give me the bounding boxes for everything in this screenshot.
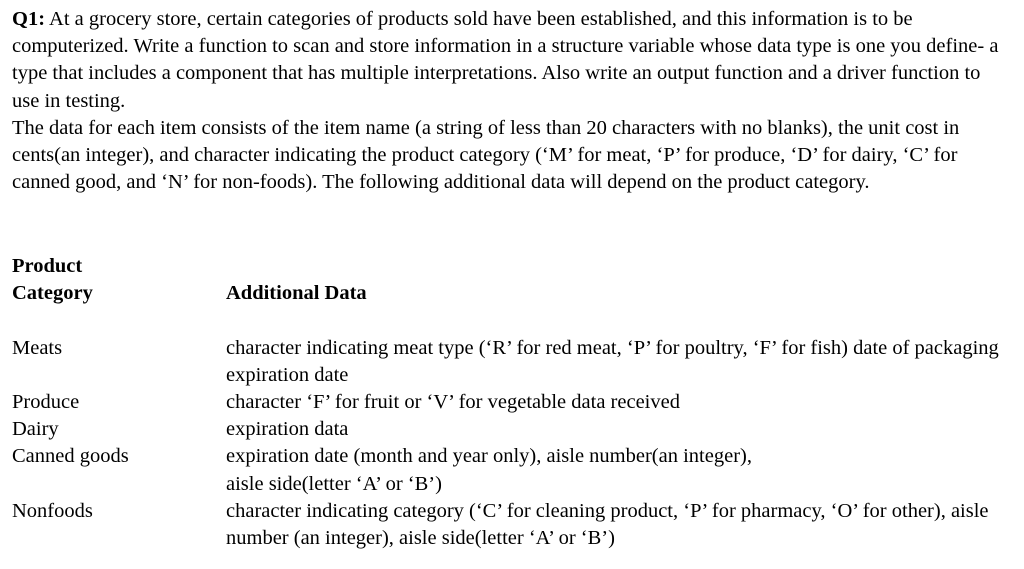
question-paragraph xyxy=(12,6,1012,115)
table-spacer xyxy=(12,307,1012,334)
additional-data-cell: character indicating category (‘C’ for cleaning product, ‘P’ for pharmacy, ‘O’ for other), aisle number (an integer), aisle side(letter ‘A’ or ‘B’) xyxy=(226,499,989,549)
header-category-line2: Category xyxy=(12,282,93,305)
additional-data-cell xyxy=(226,443,1012,497)
table-row-dairy xyxy=(12,416,1012,443)
additional-data-cell: expiration data xyxy=(226,418,349,441)
header-product-category xyxy=(12,253,212,307)
question-text: At a grocery store, certain categories of products sold have been established, and this information is to be computerized. Write a function to scan and store information in a structure variable whose data type is one you define- a type that includes a component that has multiple interpretations. Also write an output function and a driver function to use in testing. xyxy=(12,8,999,112)
header-category-line1: Product xyxy=(12,255,83,277)
category-cell: Produce xyxy=(12,390,80,413)
additional-data-cell: character indicating meat type (‘R’ for red meat, ‘P’ for poultry, ‘F’ for fish) date of packaging expiration date xyxy=(226,336,999,386)
header-additional-data: Additional Data xyxy=(226,282,367,305)
table-row-meats xyxy=(12,335,1012,389)
additional-data-line2: aisle side(letter ‘A’ or ‘B’) xyxy=(226,472,442,495)
data-description-paragraph: The data for each item consists of the item name (a string of less than 20 characters with no blanks), the unit cost in cents(an integer), and character indicating the product category (‘M’ for meat, ‘P’ for produce, ‘D’ for dairy, ‘C’ for canned good, and ‘N’ for non-foods). The following additional data will depend on the product category. xyxy=(12,116,960,194)
category-cell: Dairy xyxy=(12,418,59,441)
table-header xyxy=(12,253,1012,307)
category-table xyxy=(12,253,1012,552)
table-row-produce xyxy=(12,389,1012,416)
table-row-nonfoods xyxy=(12,498,1012,552)
additional-data-cell: character ‘F’ for fruit or ‘V’ for vegetable data received xyxy=(226,390,680,413)
category-cell: Meats xyxy=(12,336,63,359)
category-cell: Nonfoods xyxy=(12,499,93,522)
category-cell: Canned goods xyxy=(12,445,129,468)
question-label: Q1: xyxy=(12,8,46,30)
table-row-canned-goods xyxy=(12,443,1012,497)
additional-data-line1: expiration date (month and year only), aisle number(an integer), xyxy=(226,445,752,468)
